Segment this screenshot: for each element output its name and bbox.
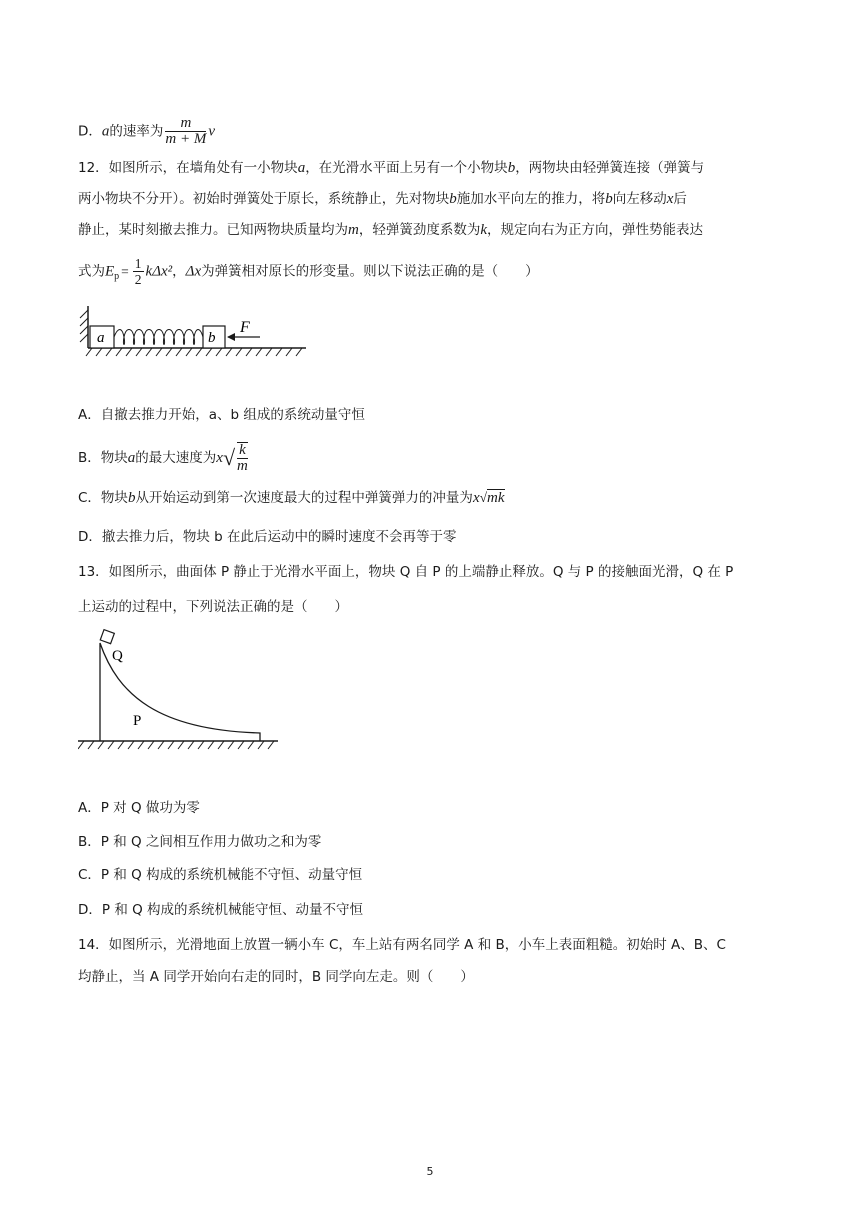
q12-stem-line4: 式为$E_p$ = $\frac{1}{2}$ kΔx²，Δx为弹簧相对原长的形变量。则以下说法正确的是（ ） (78, 256, 539, 287)
label-b: b (208, 330, 216, 346)
q13-option-b: B．P 和 Q 之间相互作用力做功之和为零 (78, 834, 322, 850)
q12-option-c: C．物块b从开始运动到第一次速度最大的过程中弹簧弹力的冲量为x√mk (78, 490, 505, 506)
q13-stem-line1: 13．如图所示，曲面体 P 静止于光滑水平面上，物块 Q 自 P 的上端静止释放。Q 与 P 的接触面光滑，Q 在 P (78, 564, 734, 580)
q12-option-a: A．自撤去推力开始，a、b 组成的系统动量守恒 (78, 407, 365, 423)
fraction: $\frac{m}{m + M}$ (165, 115, 207, 147)
q13-curved-surface-figure (78, 625, 283, 753)
force-arrow (227, 333, 235, 341)
q13-option-c: C．P 和 Q 构成的系统机械能不守恒、动量守恒 (78, 867, 363, 883)
label-q: Q (112, 648, 123, 664)
q13-stem-line2: 上运动的过程中，下列说法正确的是（ ） (78, 599, 348, 615)
q13-option-d: D．P 和 Q 构成的系统机械能守恒、动量不守恒 (78, 902, 364, 918)
q13-option-a: A．P 对 Q 做功为零 (78, 800, 200, 816)
label-f: F (240, 319, 250, 336)
surface-p (100, 643, 260, 741)
spring (114, 330, 203, 345)
q14-stem-line1: 14．如图所示，光滑地面上放置一辆小车 C，车上站有两名同学 A 和 B，小车上表面粗糙。初始时 A、B、C (78, 937, 726, 953)
q14-stem-line2: 均静止，当 A 同学开始向右走的同时，B 同学向左走。则（ ） (78, 969, 474, 985)
label-a: a (97, 330, 105, 346)
page-number: 5 (426, 1165, 434, 1178)
q11-option-d: D．a的速率为 $\frac{m}{m + M}$ v (78, 115, 216, 147)
q12-stem-line3: 静止，某时刻撤去推力。已知两物块质量均为m，轻弹簧劲度系数为k，规定向右为正方向，弹性势能表达 (78, 222, 704, 238)
sqrt-k-over-m: √ $\frac{k}{m}$ (222, 442, 248, 474)
label-p: P (133, 713, 142, 729)
q12-spring-figure (72, 300, 312, 360)
q12-option-b: B．物块a的最大速度为x√ $\frac{k}{m}$ (78, 442, 248, 474)
q12-stem-line2: 两小物块不分开）。初始时弹簧处于原长，系统静止，先对物块b施加水平向左的推力，将b向左移动x后 (78, 191, 687, 207)
block-q (100, 630, 114, 644)
q12-stem-line1: 12．如图所示，在墙角处有一小物块a，在光滑水平面上另有一个小物块b，两物块由轻弹簧连接（弹簧与 (78, 160, 705, 176)
q12-option-d: D．撤去推力后，物块 b 在此后运动中的瞬时速度不会再等于零 (78, 529, 457, 545)
